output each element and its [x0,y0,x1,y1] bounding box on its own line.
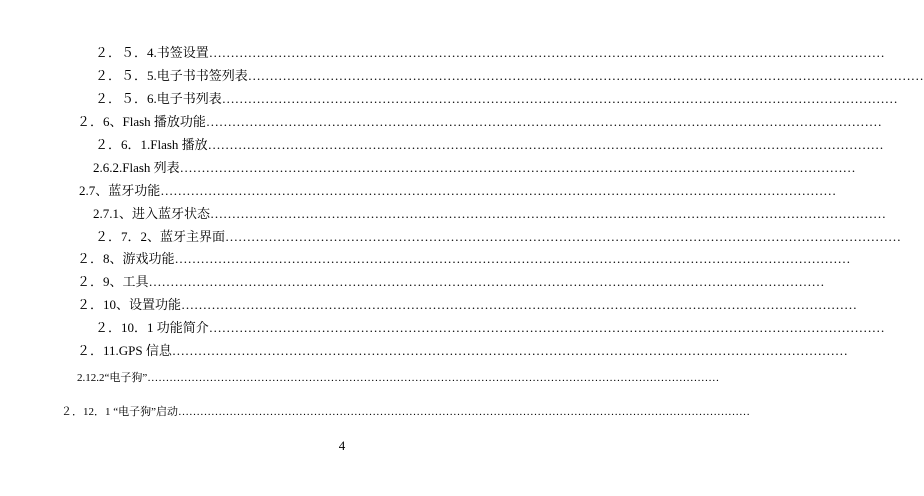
toc-dot-leader: ………………………………………………………………………………………………………………………………………… [221,91,898,106]
toc-dot-leader: ………………………………………………………………………………………………………………………………………… [247,68,924,83]
toc-entry-2-6-2 [93,160,856,176]
toc-entry-label: ２．５．6.电子书列表 [95,91,222,106]
toc-entry-2-6-1 [95,137,884,153]
toc-entry-label: ２．10．1 功能简介 [95,320,209,335]
toc-entry-label: 2.7.1、进入蓝牙状态 [93,206,211,221]
toc-entry-label: ２．9、工具 [77,274,149,289]
toc-dot-leader: ………………………………………………………………………………………………………………………………………… [210,206,887,221]
toc-dot-leader: ………………………………………………………………………………………………………………………………………… [160,183,837,198]
toc-entry-2-7-2 [95,229,902,245]
toc-entry-label: ２．５．5.电子书书签列表 [95,68,248,83]
toc-entry-label: ２．５．4.书签设置 [95,45,209,60]
toc-dot-leader: ………………………………………………………………………………………………………………………………………… [179,160,856,175]
toc-entry-2-7-1 [93,206,887,222]
toc-dot-leader: ………………………………………………………………………………………………………………………………………… [208,45,885,60]
toc-entry-label: ２．12．1 “电子狗”启动 [61,406,179,418]
toc-entry-label: ２．10、设置功能 [77,297,182,312]
toc-entry-label: ２．11.GPS 信息 [77,343,172,358]
toc-entry-2-12-2 [77,371,720,385]
toc-entry-2-7 [79,183,837,199]
toc-entry-2-8 [77,251,851,267]
toc-dot-leader: ………………………………………………………………………………………………………………………………………… [225,229,902,244]
toc-entry-label: 2.7、蓝牙功能 [79,183,161,198]
toc-entry-label: ２．8、游戏功能 [77,251,175,266]
toc-entry-label: ２．6．1.Flash 播放 [95,137,208,152]
toc-dot-leader: ………………………………………………………………………………………………………………………………………… [171,343,848,358]
toc-entry-2-10-1 [95,320,885,336]
page-number: 4 [338,438,346,453]
toc-dot-leader: ………………………………………………………………………………………………………………………………………… [208,320,885,335]
toc-dot-leader: ………………………………………………………………………………………………………………………………………… [148,274,825,289]
toc-entry-label: 2.6.2.Flash 列表 [93,160,180,175]
toc-entry-label: ２．7．2、蓝牙主界面 [95,229,226,244]
toc-entry-2-5-4 [95,45,885,61]
toc-dot-leader: ………………………………………………………………………………………………………………………………………… [181,297,858,312]
toc-entry-2-11 [77,343,848,359]
toc-dot-leader: ………………………………………………………………………………………………………………………………………… [207,137,884,152]
toc-dot-leader: ………………………………………………………………………………………………………………………………………… [205,114,882,129]
toc-entry-2-6 [77,114,882,130]
toc-entry-2-5-6 [95,91,898,107]
toc-dot-leader: ………………………………………………………………………………………………………………………………………… [178,406,751,418]
toc-entry-2-12-1 [61,405,751,419]
toc-entry-2-5-5 [95,68,924,84]
toc-dot-leader: ………………………………………………………………………………………………………………………………………… [174,251,851,266]
toc-dot-leader: ………………………………………………………………………………………………………………………………………… [147,372,720,384]
toc-entry-label: 2.12.2“电子狗” [77,372,148,384]
toc-entry-2-9 [77,274,825,290]
toc-entry-2-10 [77,297,858,313]
toc-entry-label: ２．6、Flash 播放功能 [77,114,206,129]
